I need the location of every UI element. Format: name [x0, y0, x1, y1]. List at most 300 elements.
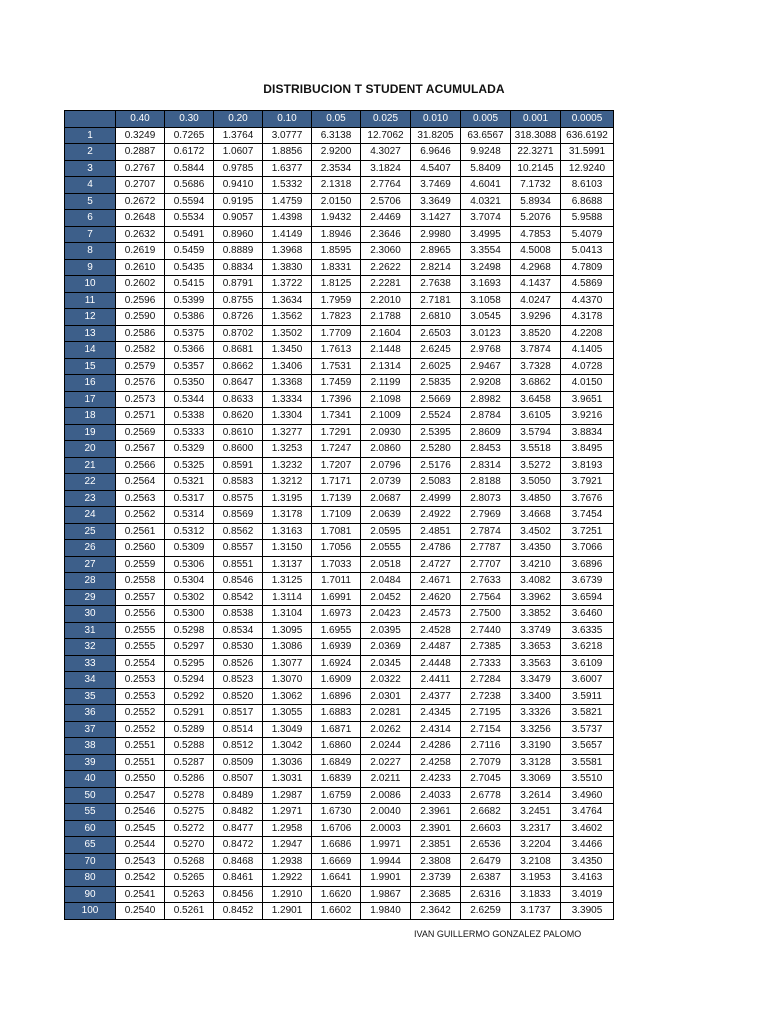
table-cell: 0.8889 [214, 243, 263, 260]
degrees-of-freedom-cell: 100 [65, 903, 116, 920]
table-cell: 3.2614 [511, 787, 561, 804]
table-cell: 2.4314 [411, 721, 461, 738]
table-cell: 2.3961 [411, 804, 461, 821]
table-cell: 0.7265 [165, 127, 214, 144]
table-cell: 4.3027 [361, 144, 411, 161]
table-cell: 2.1604 [361, 325, 411, 342]
table-row [65, 408, 614, 425]
table-cell: 2.0262 [361, 721, 411, 738]
table-cell: 0.8542 [214, 589, 263, 606]
table-row [65, 754, 614, 771]
table-cell: 1.6730 [312, 804, 361, 821]
table-cell: 2.0369 [361, 639, 411, 656]
table-cell: 3.5581 [561, 754, 614, 771]
table-cell: 0.2552 [116, 705, 165, 722]
table-cell: 1.3055 [263, 705, 312, 722]
table-row [65, 820, 614, 837]
table-cell: 1.7011 [312, 573, 361, 590]
table-cell: 2.0211 [361, 771, 411, 788]
table-cell: 0.2707 [116, 177, 165, 194]
table-cell: 2.6682 [461, 804, 511, 821]
table-row [65, 490, 614, 507]
table-cell: 3.4466 [561, 837, 614, 854]
table-cell: 0.5317 [165, 490, 214, 507]
table-cell: 4.7853 [511, 226, 561, 243]
table-cell: 1.6860 [312, 738, 361, 755]
table-cell: 1.7139 [312, 490, 361, 507]
table-cell: 0.8538 [214, 606, 263, 623]
table-cell: 0.2672 [116, 193, 165, 210]
table-cell: 2.9768 [461, 342, 511, 359]
table-cell: 2.7440 [461, 622, 511, 639]
degrees-of-freedom-cell: 14 [65, 342, 116, 359]
degrees-of-freedom-cell: 38 [65, 738, 116, 755]
table-row [65, 292, 614, 309]
table-cell: 1.8125 [312, 276, 361, 293]
table-cell: 3.3649 [411, 193, 461, 210]
table-cell: 1.3830 [263, 259, 312, 276]
table-cell: 2.6025 [411, 358, 461, 375]
table-cell: 1.7291 [312, 424, 361, 441]
table-cell: 1.8946 [312, 226, 361, 243]
table-cell: 3.3479 [511, 672, 561, 689]
table-cell: 5.9588 [561, 210, 614, 227]
table-cell: 0.2545 [116, 820, 165, 837]
table-cell: 3.6460 [561, 606, 614, 623]
table-cell: 1.6669 [312, 853, 361, 870]
table-cell: 1.3137 [263, 556, 312, 573]
table-cell: 3.7469 [411, 177, 461, 194]
table-cell: 1.3195 [263, 490, 312, 507]
table-cell: 0.8461 [214, 870, 263, 887]
table-cell: 0.2542 [116, 870, 165, 887]
table-cell: 0.5298 [165, 622, 214, 639]
table-cell: 3.6458 [511, 391, 561, 408]
table-cell: 0.5304 [165, 573, 214, 590]
table-cell: 3.7074 [461, 210, 511, 227]
table-cell: 0.5289 [165, 721, 214, 738]
table-cell: 1.3334 [263, 391, 312, 408]
table-cell: 0.2541 [116, 886, 165, 903]
table-cell: 2.0555 [361, 540, 411, 557]
degrees-of-freedom-cell: 22 [65, 474, 116, 491]
table-cell: 0.2573 [116, 391, 165, 408]
table-cell: 1.9432 [312, 210, 361, 227]
table-cell: 4.5869 [561, 276, 614, 293]
table-cell: 2.0639 [361, 507, 411, 524]
table-row [65, 738, 614, 755]
table-cell: 0.8551 [214, 556, 263, 573]
table-row [65, 573, 614, 590]
table-cell: 2.6536 [461, 837, 511, 854]
table-cell: 2.9467 [461, 358, 511, 375]
table-cell: 2.7707 [461, 556, 511, 573]
table-cell: 1.3232 [263, 457, 312, 474]
table-cell: 0.2602 [116, 276, 165, 293]
table-cell: 2.4286 [411, 738, 461, 755]
table-cell: 3.5050 [511, 474, 561, 491]
table-cell: 1.3150 [263, 540, 312, 557]
table-cell: 3.2317 [511, 820, 561, 837]
table-cell: 1.8331 [312, 259, 361, 276]
table-cell: 0.5338 [165, 408, 214, 425]
table-cell: 2.0452 [361, 589, 411, 606]
table-row [65, 474, 614, 491]
table-row [65, 787, 614, 804]
table-cell: 2.7116 [461, 738, 511, 755]
header-cell: 0.10 [263, 111, 312, 128]
degrees-of-freedom-cell: 34 [65, 672, 116, 689]
table-cell: 2.4999 [411, 490, 461, 507]
table-cell: 0.5534 [165, 210, 214, 227]
table-cell: 1.3062 [263, 688, 312, 705]
table-cell: 0.2619 [116, 243, 165, 260]
table-cell: 2.6810 [411, 309, 461, 326]
table-cell: 1.3125 [263, 573, 312, 590]
table-cell: 0.5325 [165, 457, 214, 474]
table-cell: 1.7081 [312, 523, 361, 540]
table-cell: 3.5737 [561, 721, 614, 738]
degrees-of-freedom-cell: 11 [65, 292, 116, 309]
table-cell: 0.2555 [116, 639, 165, 656]
table-cell: 1.9901 [361, 870, 411, 887]
table-cell: 2.4233 [411, 771, 461, 788]
table-cell: 0.8534 [214, 622, 263, 639]
table-cell: 0.9410 [214, 177, 263, 194]
table-cell: 0.8791 [214, 276, 263, 293]
table-row [65, 589, 614, 606]
table-row [65, 556, 614, 573]
degrees-of-freedom-cell: 70 [65, 853, 116, 870]
table-cell: 2.3851 [411, 837, 461, 854]
table-cell: 0.3249 [116, 127, 165, 144]
table-cell: 1.2910 [263, 886, 312, 903]
table-cell: 1.6973 [312, 606, 361, 623]
degrees-of-freedom-cell: 10 [65, 276, 116, 293]
degrees-of-freedom-cell: 7 [65, 226, 116, 243]
table-cell: 4.2968 [511, 259, 561, 276]
table-cell: 2.0484 [361, 573, 411, 590]
degrees-of-freedom-cell: 60 [65, 820, 116, 837]
table-cell: 2.5083 [411, 474, 461, 491]
table-cell: 2.3534 [312, 160, 361, 177]
table-cell: 1.6641 [312, 870, 361, 887]
table-cell: 0.2559 [116, 556, 165, 573]
degrees-of-freedom-cell: 33 [65, 655, 116, 672]
degrees-of-freedom-cell: 9 [65, 259, 116, 276]
table-row [65, 193, 614, 210]
table-cell: 0.8583 [214, 474, 263, 491]
table-cell: 2.8609 [461, 424, 511, 441]
table-cell: 0.8600 [214, 441, 263, 458]
table-cell: 0.8512 [214, 738, 263, 755]
table-cell: 1.5332 [263, 177, 312, 194]
table-cell: 1.6883 [312, 705, 361, 722]
header-cell: 0.025 [361, 111, 411, 128]
table-cell: 1.3368 [263, 375, 312, 392]
table-cell: 0.8517 [214, 705, 263, 722]
degrees-of-freedom-cell: 17 [65, 391, 116, 408]
table-cell: 3.6739 [561, 573, 614, 590]
degrees-of-freedom-cell: 50 [65, 787, 116, 804]
table-cell: 31.8205 [411, 127, 461, 144]
table-row [65, 259, 614, 276]
table-cell: 3.9651 [561, 391, 614, 408]
table-cell: 2.4528 [411, 622, 461, 639]
table-cell: 3.3563 [511, 655, 561, 672]
table-cell: 3.3326 [511, 705, 561, 722]
table-row [65, 342, 614, 359]
table-cell: 0.8562 [214, 523, 263, 540]
table-cell: 4.4370 [561, 292, 614, 309]
table-cell: 0.8591 [214, 457, 263, 474]
table-cell: 0.8755 [214, 292, 263, 309]
table-cell: 0.5268 [165, 853, 214, 870]
table-cell: 1.3277 [263, 424, 312, 441]
table-cell: 0.8509 [214, 754, 263, 771]
table-cell: 3.3190 [511, 738, 561, 755]
table-cell: 1.0607 [214, 144, 263, 161]
table-cell: 1.9867 [361, 886, 411, 903]
table-cell: 1.2987 [263, 787, 312, 804]
degrees-of-freedom-cell: 4 [65, 177, 116, 194]
table-cell: 0.8546 [214, 573, 263, 590]
table-cell: 1.3042 [263, 738, 312, 755]
table-cell: 636.6192 [561, 127, 614, 144]
table-cell: 0.2556 [116, 606, 165, 623]
table-cell: 2.7181 [411, 292, 461, 309]
table-cell: 1.4759 [263, 193, 312, 210]
table-cell: 3.5911 [561, 688, 614, 705]
degrees-of-freedom-cell: 12 [65, 309, 116, 326]
table-cell: 3.9216 [561, 408, 614, 425]
table-row [65, 523, 614, 540]
table-cell: 1.3163 [263, 523, 312, 540]
table-cell: 0.2562 [116, 507, 165, 524]
table-cell: 0.2553 [116, 688, 165, 705]
table-cell: 2.6245 [411, 342, 461, 359]
table-cell: 1.3031 [263, 771, 312, 788]
table-cell: 3.0777 [263, 127, 312, 144]
table-cell: 2.5280 [411, 441, 461, 458]
table-cell: 1.6896 [312, 688, 361, 705]
table-cell: 0.5278 [165, 787, 214, 804]
table-cell: 0.2648 [116, 210, 165, 227]
table-cell: 2.7079 [461, 754, 511, 771]
table-cell: 0.8662 [214, 358, 263, 375]
table-cell: 3.3128 [511, 754, 561, 771]
table-cell: 3.2451 [511, 804, 561, 821]
table-cell: 2.6603 [461, 820, 511, 837]
table-cell: 1.6991 [312, 589, 361, 606]
table-cell: 2.0227 [361, 754, 411, 771]
table-cell: 6.8688 [561, 193, 614, 210]
table-cell: 2.5835 [411, 375, 461, 392]
table-cell: 3.3256 [511, 721, 561, 738]
table-row [65, 507, 614, 524]
table-cell: 2.3642 [411, 903, 461, 920]
table-cell: 3.5821 [561, 705, 614, 722]
degrees-of-freedom-cell: 31 [65, 622, 116, 639]
table-row [65, 309, 614, 326]
table-cell: 0.2567 [116, 441, 165, 458]
table-cell: 0.8452 [214, 903, 263, 920]
table-cell: 10.2145 [511, 160, 561, 177]
degrees-of-freedom-cell: 27 [65, 556, 116, 573]
table-cell: 2.4487 [411, 639, 461, 656]
table-cell: 1.7823 [312, 309, 361, 326]
table-cell: 0.5272 [165, 820, 214, 837]
author-name: IVAN GUILLERMO GONZALEZ PALOMO [414, 929, 582, 939]
degrees-of-freedom-cell: 15 [65, 358, 116, 375]
table-cell: 3.4668 [511, 507, 561, 524]
table-cell: 1.6620 [312, 886, 361, 903]
table-cell: 2.3901 [411, 820, 461, 837]
table-cell: 1.8856 [263, 144, 312, 161]
table-cell: 3.8834 [561, 424, 614, 441]
table-cell: 2.3646 [361, 226, 411, 243]
table-cell: 2.5669 [411, 391, 461, 408]
table-cell: 3.6594 [561, 589, 614, 606]
table-cell: 0.5344 [165, 391, 214, 408]
table-cell: 0.8472 [214, 837, 263, 854]
table-cell: 0.8575 [214, 490, 263, 507]
table-row [65, 837, 614, 854]
table-cell: 1.3450 [263, 342, 312, 359]
table-cell: 3.4163 [561, 870, 614, 887]
table-cell: 3.1953 [511, 870, 561, 887]
table-cell: 0.5333 [165, 424, 214, 441]
table-row [65, 622, 614, 639]
degrees-of-freedom-cell: 28 [65, 573, 116, 590]
table-cell: 2.7284 [461, 672, 511, 689]
degrees-of-freedom-cell: 1 [65, 127, 116, 144]
table-cell: 2.4671 [411, 573, 461, 590]
table-cell: 3.4960 [561, 787, 614, 804]
degrees-of-freedom-cell: 36 [65, 705, 116, 722]
table-cell: 318.3088 [511, 127, 561, 144]
table-cell: 2.3060 [361, 243, 411, 260]
table-cell: 3.7676 [561, 490, 614, 507]
table-cell: 2.7154 [461, 721, 511, 738]
table-cell: 2.0687 [361, 490, 411, 507]
table-row [65, 639, 614, 656]
table-cell: 3.5657 [561, 738, 614, 755]
table-cell: 5.2076 [511, 210, 561, 227]
table-cell: 3.2204 [511, 837, 561, 854]
table-cell: 2.1788 [361, 309, 411, 326]
table-cell: 2.4851 [411, 523, 461, 540]
table-cell: 1.6759 [312, 787, 361, 804]
table-cell: 0.5366 [165, 342, 214, 359]
table-cell: 63.6567 [461, 127, 511, 144]
table-cell: 2.7564 [461, 589, 511, 606]
table-cell: 0.9057 [214, 210, 263, 227]
table-cell: 2.0086 [361, 787, 411, 804]
table-cell: 1.2971 [263, 804, 312, 821]
table-cell: 3.1833 [511, 886, 561, 903]
table-cell: 0.8647 [214, 375, 263, 392]
table-cell: 2.3685 [411, 886, 461, 903]
header-cell: 0.30 [165, 111, 214, 128]
table-cell: 0.5375 [165, 325, 214, 342]
table-cell: 0.5314 [165, 507, 214, 524]
table-cell: 2.6387 [461, 870, 511, 887]
table-cell: 6.3138 [312, 127, 361, 144]
table-cell: 3.7328 [511, 358, 561, 375]
table-cell: 2.7385 [461, 639, 511, 656]
table-cell: 2.0595 [361, 523, 411, 540]
table-cell: 2.0395 [361, 622, 411, 639]
table-cell: 1.3077 [263, 655, 312, 672]
table-cell: 0.2553 [116, 672, 165, 689]
table-cell: 0.8530 [214, 639, 263, 656]
table-cell: 3.8495 [561, 441, 614, 458]
table-cell: 1.9944 [361, 853, 411, 870]
table-cell: 1.3406 [263, 358, 312, 375]
table-cell: 1.2901 [263, 903, 312, 920]
table-cell: 3.5510 [561, 771, 614, 788]
table-cell: 3.5518 [511, 441, 561, 458]
table-cell: 2.1314 [361, 358, 411, 375]
table-cell: 3.4850 [511, 490, 561, 507]
table-cell: 1.3502 [263, 325, 312, 342]
degrees-of-freedom-cell: 65 [65, 837, 116, 854]
table-cell: 7.1732 [511, 177, 561, 194]
table-cell: 1.3036 [263, 754, 312, 771]
table-cell: 2.0423 [361, 606, 411, 623]
table-cell: 0.8960 [214, 226, 263, 243]
degrees-of-freedom-cell: 18 [65, 408, 116, 425]
t-distribution-table [64, 110, 614, 920]
table-cell: 2.5395 [411, 424, 461, 441]
table-cell: 0.2547 [116, 787, 165, 804]
table-cell: 1.6706 [312, 820, 361, 837]
table-cell: 3.0545 [461, 309, 511, 326]
table-cell: 2.7969 [461, 507, 511, 524]
table-cell: 1.6939 [312, 639, 361, 656]
table-cell: 1.2947 [263, 837, 312, 854]
table-cell: 9.9248 [461, 144, 511, 161]
table-cell: 3.4210 [511, 556, 561, 573]
table-cell: 2.2281 [361, 276, 411, 293]
table-cell: 0.2582 [116, 342, 165, 359]
table-cell: 12.7062 [361, 127, 411, 144]
table-cell: 0.2632 [116, 226, 165, 243]
table-cell: 3.4602 [561, 820, 614, 837]
table-cell: 2.8784 [461, 408, 511, 425]
table-cell: 0.5302 [165, 589, 214, 606]
degrees-of-freedom-cell: 23 [65, 490, 116, 507]
table-cell: 2.4377 [411, 688, 461, 705]
table-cell: 0.5295 [165, 655, 214, 672]
table-cell: 4.0728 [561, 358, 614, 375]
degrees-of-freedom-cell: 40 [65, 771, 116, 788]
table-cell: 0.2596 [116, 292, 165, 309]
table-cell: 1.7459 [312, 375, 361, 392]
table-cell: 3.6109 [561, 655, 614, 672]
table-cell: 3.6862 [511, 375, 561, 392]
table-cell: 2.0796 [361, 457, 411, 474]
table-cell: 2.7638 [411, 276, 461, 293]
table-cell: 0.8726 [214, 309, 263, 326]
table-cell: 1.9840 [361, 903, 411, 920]
table-row [65, 358, 614, 375]
table-cell: 3.3069 [511, 771, 561, 788]
degrees-of-freedom-cell: 13 [65, 325, 116, 342]
table-row [65, 540, 614, 557]
table-header [65, 111, 614, 128]
